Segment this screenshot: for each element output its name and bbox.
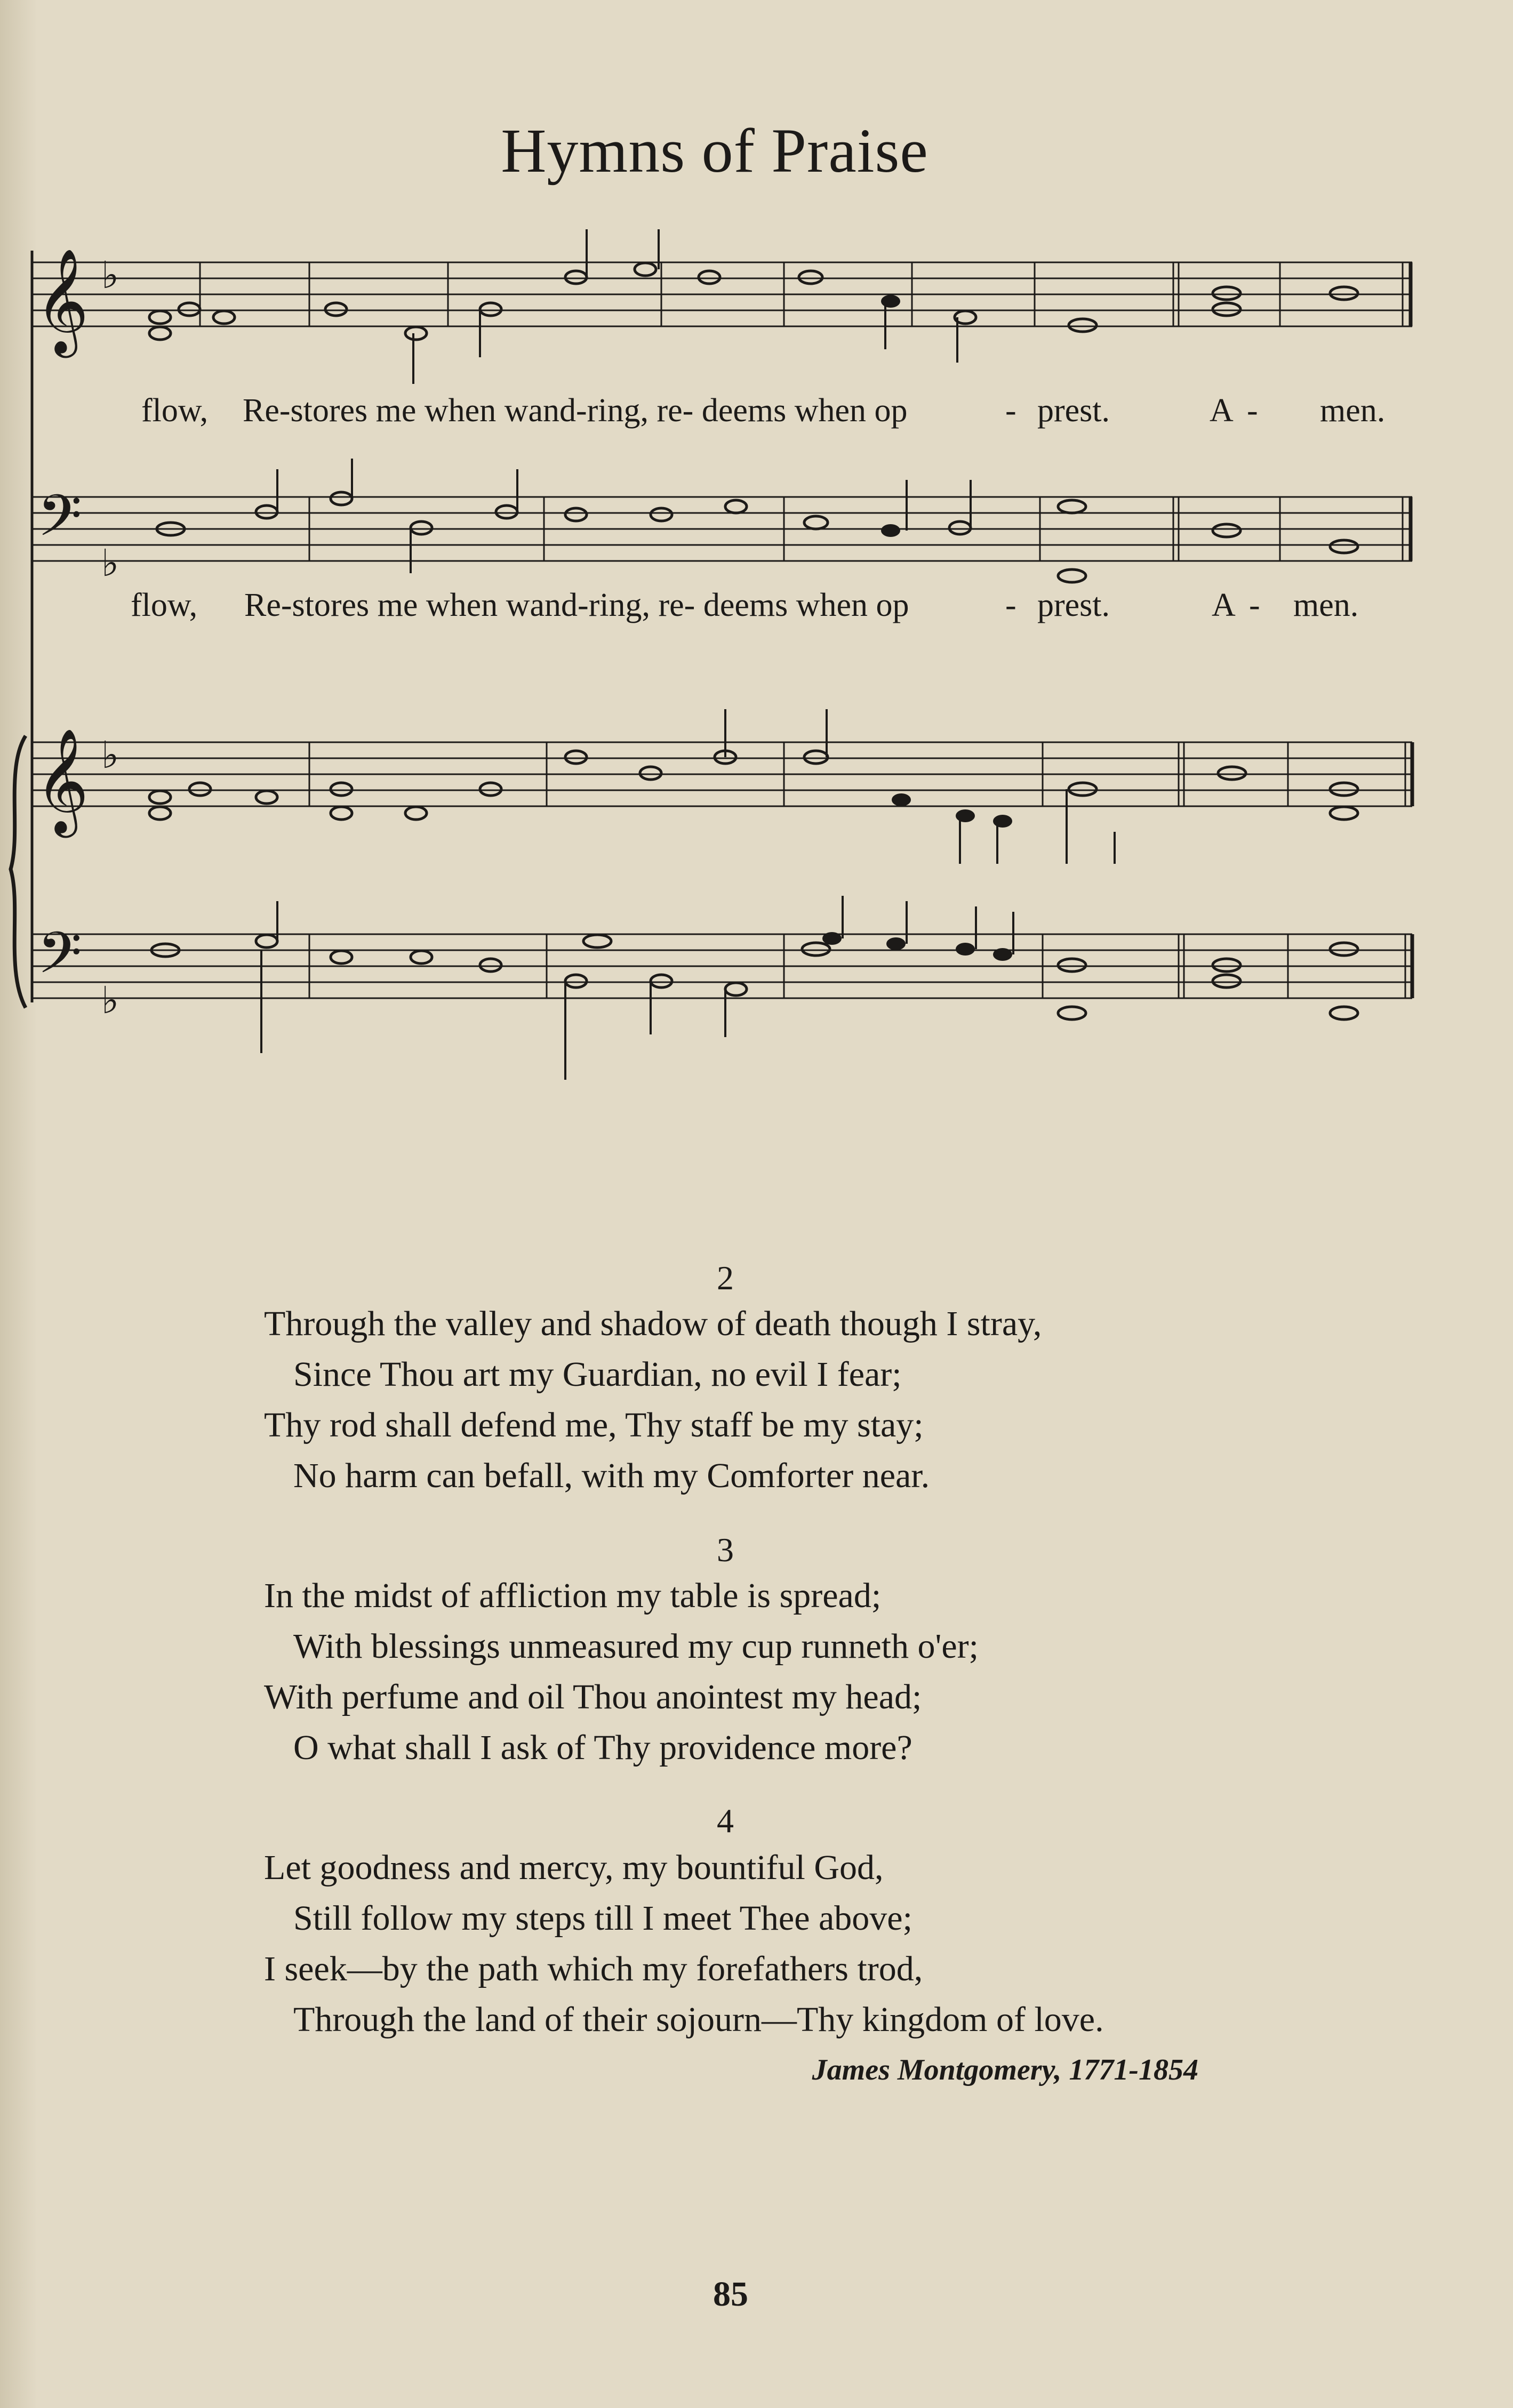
bass-lyric-phrase: Re-stores me when wand-ring, re- deems when op [244,587,909,623]
verse-number: 2 [717,1259,734,1297]
piano-bass-staff [32,934,1412,998]
verse-line: Through the land of their sojourn—Thy kingdom of love. [293,2000,1104,2039]
verse-line: In the midst of affliction my table is spread; [264,1576,882,1615]
verse-line: No harm can befall, with my Comforter near. [293,1456,930,1495]
flat-key-signature-icon: ♭ [101,733,119,777]
page-number: 85 [713,2275,748,2314]
treble-lyric-men: men. [1320,392,1386,429]
treble-lyric-a: A [1210,392,1234,429]
bass-lyric-a: A [1212,587,1236,623]
verse-line: With blessings unmeasured my cup runneth o'er; [293,1627,979,1666]
treble-lyric-prest: prest. [1037,392,1110,429]
flat-key-signature-icon: ♭ [101,978,119,1022]
verse-number: 4 [717,1802,734,1840]
verse-number: 3 [717,1531,734,1569]
verse-line: Still follow my steps till I meet Thee above; [293,1899,912,1938]
verse-line: Thy rod shall defend me, Thy staff be my stay; [264,1406,924,1444]
verse-line: Since Thou art my Guardian, no evil I fear; [293,1355,902,1394]
music-score [0,0,1513,1120]
treble-lyric-flow: flow, [141,392,209,429]
verse-line: Let goodness and mercy, my bountiful God, [264,1848,884,1887]
bass-lyric-hyphen: - [1005,587,1016,623]
bass-lyric-dash: - [1249,587,1260,623]
bass-staff-top [32,497,1412,561]
noteheads [149,263,1358,1020]
brace-icon [11,736,26,1008]
note-stems [261,229,1115,1080]
page-title: Hymns of Praise [501,116,928,186]
treble-clef-icon: 𝄞 [35,728,89,833]
verse-line: Through the valley and shadow of death though I stray, [264,1304,1042,1343]
treble-staff-top [32,251,1412,1002]
treble-lyric-dash: - [1247,392,1258,429]
treble-clef-icon: 𝄞 [35,248,89,354]
bass-lyric-flow: flow, [131,587,198,623]
verse-line: I seek—by the path which my forefathers trod, [264,1949,923,1988]
flat-key-signature-icon: ♭ [101,541,119,585]
verse-line: With perfume and oil Thou anointest my head; [264,1677,922,1716]
flat-key-signature-icon: ♭ [101,253,119,297]
bass-clef-icon: 𝄢 [37,919,82,1000]
verse-line: O what shall I ask of Thy providence more? [293,1728,912,1767]
bass-clef-icon: 𝄢 [37,482,82,563]
bass-lyric-men: men. [1293,587,1359,623]
bass-lyric-prest: prest. [1037,587,1110,623]
author-attribution: James Montgomery, 1771-1854 [812,2053,1198,2086]
treble-lyric-hyphen: - [1005,392,1016,429]
treble-lyric-phrase: Re-stores me when wand-ring, re- deems when op [243,392,908,429]
